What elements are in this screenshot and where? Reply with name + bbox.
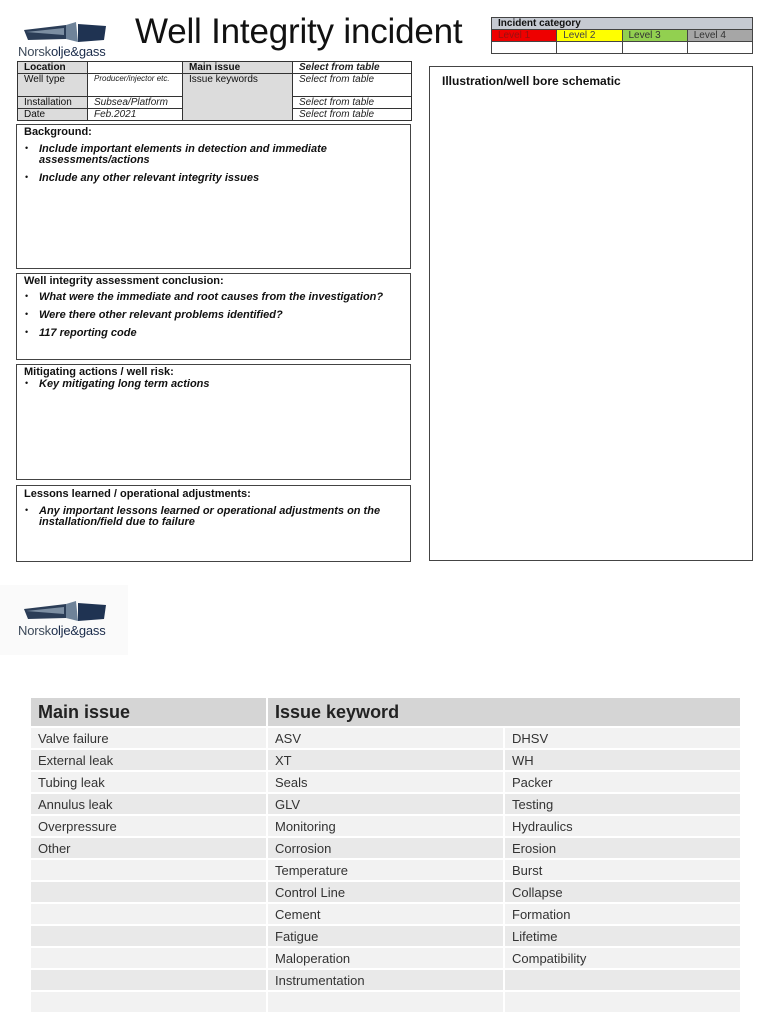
main-issue-cell: Other [31,837,267,859]
issue-keyword-column-header: Issue keyword [267,698,741,727]
main-issue-cell: Tubing leak [31,771,267,793]
issue-keyword-cell [267,991,504,1012]
main-issue-cell [31,925,267,947]
main-issue-column-header: Main issue [31,698,267,727]
level-1-select[interactable] [492,42,557,54]
table-row [31,969,741,991]
issue-keyword-cell: Control Line [267,881,504,903]
well-schematic-area[interactable] [429,66,753,561]
main-issue-cell [31,969,267,991]
table-row [31,859,741,881]
norsk-olje-gass-logo: Norskolje&gass [18,599,118,641]
mitigating-bullet: • Key mitigating long term actions [17,379,410,390]
incident-category-header: Incident category [492,18,753,30]
issue-keyword-cell: Corrosion [267,837,504,859]
well-info-table [17,61,412,121]
logo-wing-icon [24,22,108,44]
well-type-label: Well type [18,74,88,97]
issue-keyword-cell [504,969,741,991]
issue-keyword-cell [504,991,741,1012]
lessons-section[interactable] [16,485,411,562]
level-2-select[interactable] [557,42,622,54]
lessons-bullet: • Any important lessons learned or operational adjustments on the installation/field due to failure [17,506,410,528]
issue-keyword-select-1[interactable]: Select from table [293,74,412,97]
main-issue-label: Main issue [183,62,293,74]
issue-keyword-cell: Hydraulics [504,815,741,837]
issue-keyword-cell: Burst [504,859,741,881]
issue-keyword-cell: Packer [504,771,741,793]
issue-keyword-cell: Cement [267,903,504,925]
assessment-section[interactable] [16,273,411,360]
date-value[interactable]: Feb.2021 [88,109,183,121]
norsk-olje-gass-logo: Norskolje&gass [18,20,118,62]
location-value[interactable] [88,62,183,74]
installation-label: Installation [18,97,88,109]
issue-keyword-cell: Formation [504,903,741,925]
issue-keyword-cell: GLV [267,793,504,815]
incident-category-table [491,17,753,54]
main-issue-cell [31,881,267,903]
issue-keyword-cell: XT [267,749,504,771]
level-4-cell[interactable]: Level 4 [687,30,752,42]
assessment-bullet: • Were there other relevant problems identified? [17,310,410,321]
issue-keyword-cell: Maloperation [267,947,504,969]
table-row [31,991,741,1012]
table-row [31,903,741,925]
installation-value[interactable]: Subsea/Platform [88,97,183,109]
main-issue-cell [31,947,267,969]
mitigating-section[interactable] [16,364,411,480]
level-3-cell[interactable]: Level 3 [622,30,687,42]
level-1-cell[interactable]: Level 1 [492,30,557,42]
level-2-cell[interactable]: Level 2 [557,30,622,42]
schematic-heading: Illustration/well bore schematic [442,74,621,88]
issue-keyword-cell: Lifetime [504,925,741,947]
assessment-bullet: • 117 reporting code [17,328,410,339]
main-issue-cell [31,903,267,925]
main-issue-cell: Valve failure [31,727,267,749]
background-section[interactable] [16,124,411,269]
table-row [31,727,741,749]
keyword-table [31,698,742,1012]
issue-keyword-cell: DHSV [504,727,741,749]
issue-keyword-select-2[interactable]: Select from table [293,97,412,109]
issue-keyword-cell: Erosion [504,837,741,859]
issue-keyword-cell: Seals [267,771,504,793]
level-3-select[interactable] [622,42,687,54]
main-issue-select[interactable]: Select from table [293,62,412,74]
lessons-heading: Lessons learned / operational adjustments: [24,488,251,500]
table-row [31,815,741,837]
issue-keyword-cell: Testing [504,793,741,815]
issue-keyword-cell: Fatigue [267,925,504,947]
table-row [31,771,741,793]
main-issue-cell: Annulus leak [31,793,267,815]
main-issue-cell: Overpressure [31,815,267,837]
table-row [31,793,741,815]
location-label: Location [18,62,88,74]
main-issue-cell [31,991,267,1012]
table-row [31,925,741,947]
issue-keyword-cell: Instrumentation [267,969,504,991]
issue-keyword-cell: Compatibility [504,947,741,969]
table-row [31,837,741,859]
issue-keyword-cell: Monitoring [267,815,504,837]
assessment-bullet: • What were the immediate and root causes from the investigation? [17,292,410,303]
background-bullet: • Include important elements in detection and immediate assessments/actions [17,144,410,166]
issue-keyword-select-3[interactable]: Select from table [293,109,412,121]
table-row [31,947,741,969]
assessment-heading: Well integrity assessment conclusion: [24,275,224,287]
background-bullet: • Include any other relevant integrity issues [17,173,410,184]
level-4-select[interactable] [687,42,752,54]
issue-keyword-cell: WH [504,749,741,771]
date-label: Date [18,109,88,121]
table-row [31,881,741,903]
issue-keywords-label: Issue keywords [183,74,293,121]
mitigating-heading: Mitigating actions / well risk: [24,366,174,378]
issue-keyword-cell: ASV [267,727,504,749]
main-issue-cell [31,859,267,881]
page-title: Well Integrity incident [135,12,463,51]
background-heading: Background: [24,126,92,138]
issue-keyword-cell: Collapse [504,881,741,903]
logo-wing-icon [24,601,108,623]
issue-keyword-cell: Temperature [267,859,504,881]
well-type-value[interactable]: Producer/injector etc. [88,74,183,97]
table-row [31,749,741,771]
main-issue-cell: External leak [31,749,267,771]
